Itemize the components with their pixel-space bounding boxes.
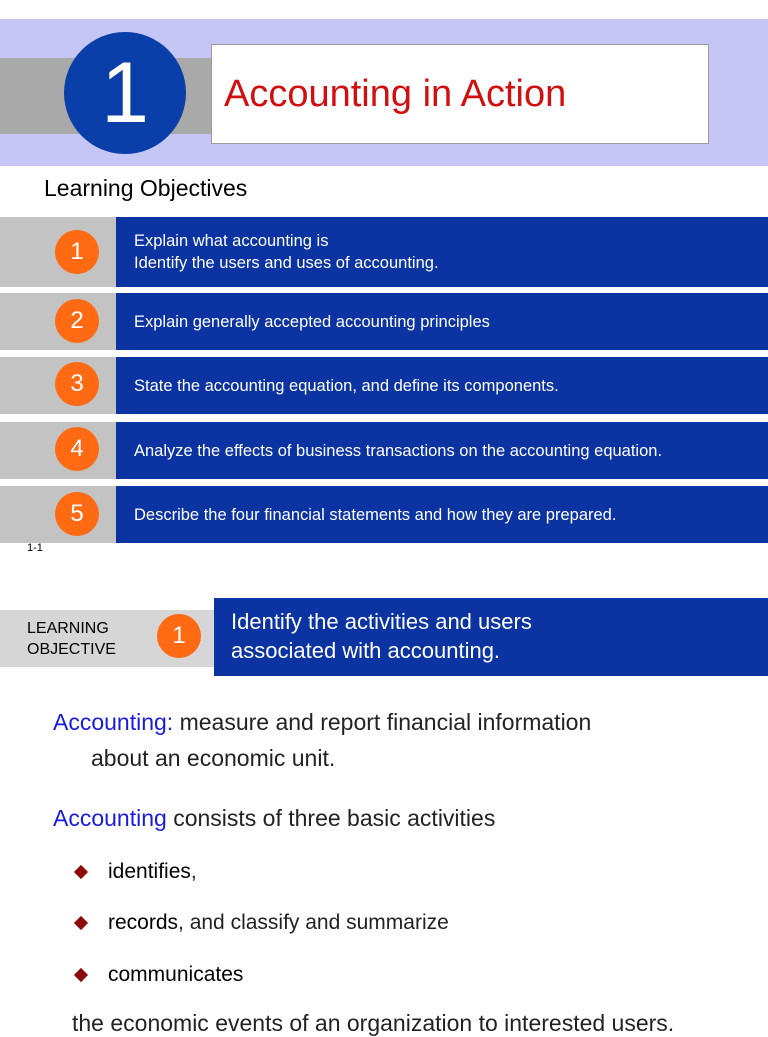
objective-row <box>0 422 768 479</box>
chapter-title: Accounting in Action <box>224 72 567 115</box>
learning-objective-number-badge: 1 <box>157 614 201 658</box>
definition-line <box>53 707 591 737</box>
definition-continuation: about an economic unit. <box>91 745 336 771</box>
diamond-bullet-icon <box>74 865 88 879</box>
learning-objectives-heading: Learning Objectives <box>44 175 248 201</box>
bullet-term: identifies <box>108 860 191 883</box>
objective-text <box>116 357 768 414</box>
objective-row <box>0 486 768 543</box>
activities-term: Accounting <box>53 805 167 831</box>
bullet-item <box>72 961 243 989</box>
objective-text <box>116 293 768 350</box>
learning-objective-label-line: OBJECTIVE <box>27 641 116 658</box>
chapter-title-box <box>211 44 709 144</box>
objective-number-badge: 5 <box>55 492 99 536</box>
activities-text: consists of three basic activities <box>166 805 496 831</box>
chapter-number-badge: 1 <box>64 32 186 154</box>
definition-text: measure and report financial information <box>173 709 592 735</box>
objective-line: Describe the four financial statements and how they are prepared. <box>134 505 617 524</box>
objective-text <box>116 217 768 287</box>
learning-objective-label <box>27 618 116 660</box>
objective-line: State the accounting equation, and define its components. <box>134 376 559 395</box>
learning-objective-title-line: Identify the activities and users <box>231 609 532 634</box>
bullet-item <box>72 858 197 886</box>
trailing-line: the economic events of an organization to interested users. <box>72 1010 675 1036</box>
learning-objective-title-line: associated with accounting. <box>231 638 501 663</box>
objective-line: Explain what accounting is <box>134 232 329 250</box>
activities-line <box>53 803 495 833</box>
bullet-rest: , and classify and summarize <box>178 911 449 934</box>
objective-row <box>0 357 768 414</box>
diamond-bullet-icon <box>74 968 88 982</box>
page-number: 1-1 <box>27 542 43 554</box>
bullet-item <box>72 909 449 937</box>
bullet-rest: , <box>190 860 197 883</box>
objective-line: Identify the users and uses of accounting. <box>134 254 439 272</box>
objective-row <box>0 293 768 350</box>
objective-row <box>0 217 768 287</box>
objective-line: Explain generally accepted accounting principles <box>134 312 490 331</box>
bullet-term: records <box>108 911 179 934</box>
objective-text <box>116 422 768 479</box>
objective-number-badge: 3 <box>55 362 99 406</box>
diamond-bullet-icon <box>74 916 88 930</box>
bullet-term: communicates <box>108 963 244 986</box>
learning-objective-title <box>214 598 768 676</box>
definition-term: Accounting: <box>53 709 174 735</box>
objective-number-badge: 2 <box>55 299 99 343</box>
learning-objective-label-line: LEARNING <box>27 620 109 637</box>
objective-number-badge: 1 <box>55 230 99 274</box>
objective-text <box>116 486 768 543</box>
objective-number-badge: 4 <box>55 427 99 471</box>
objective-line: Analyze the effects of business transactions on the accounting equation. <box>134 441 663 460</box>
